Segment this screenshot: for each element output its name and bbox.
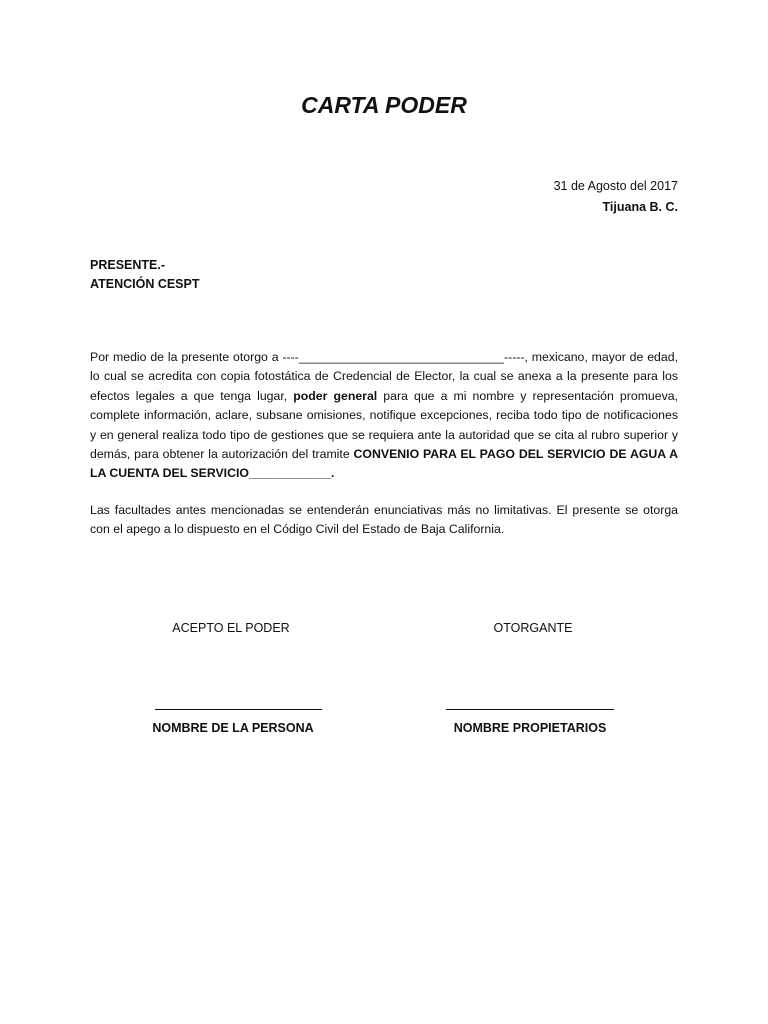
- paragraph-faculties: Las facultades antes mencionadas se entenderán enunciativas más no limitativas. El presente se otorga con el apego a lo dispuesto en el Código Civil del Estado de Baja California.: [90, 503, 678, 537]
- paragraph-grant: [90, 348, 678, 484]
- paragraph-grant-text-1: Por medio de la presente otorgo a ----______________________________-----, mexicano, mayor de edad, lo cual se acredita con copia fotostática de Credencial de Elector, la cual se anexa a la presente para los efectos legales a que tenga lugar,: [90, 350, 678, 403]
- document-place: Tijuana B. C.: [602, 200, 678, 214]
- signature-name-person: NOMBRE DE LA PERSONA: [152, 721, 314, 735]
- paragraph-grant-text-2: para que a mi nombre y representación promueva, complete información, aclare, subsane omisiones, notifique excepciones, reciba todo tipo de notificaciones y en general realiza todo tipo de gestiones que se requiera ante la autoridad que se cita al rubro superior y demás, para obtener la autorización del tramite: [90, 388, 679, 462]
- date-place-block: [554, 176, 678, 218]
- paragraph-grant-bold-1: poder general: [293, 388, 378, 403]
- paragraph-grant-bold-2: CONVENIO PARA EL PAGO DEL SERVICIO DE AGUA A LA CUENTA DEL SERVICIO____________.: [90, 447, 678, 481]
- signature-label-grantor: OTORGANTE: [493, 621, 573, 635]
- document-title: CARTA PODER: [301, 92, 467, 118]
- document-date: 31 de Agosto del 2017: [553, 179, 678, 193]
- addressee-line-attention: ATENCIÓN CESPT: [90, 277, 200, 291]
- signature-line-right: [446, 709, 614, 710]
- signature-label-accept: ACEPTO EL PODER: [172, 621, 290, 635]
- signature-name-owners: NOMBRE PROPIETARIOS: [453, 721, 607, 735]
- addressee-line-presente: PRESENTE.-: [90, 258, 166, 272]
- addressee-block: [90, 256, 200, 294]
- signature-line-left: [155, 709, 322, 710]
